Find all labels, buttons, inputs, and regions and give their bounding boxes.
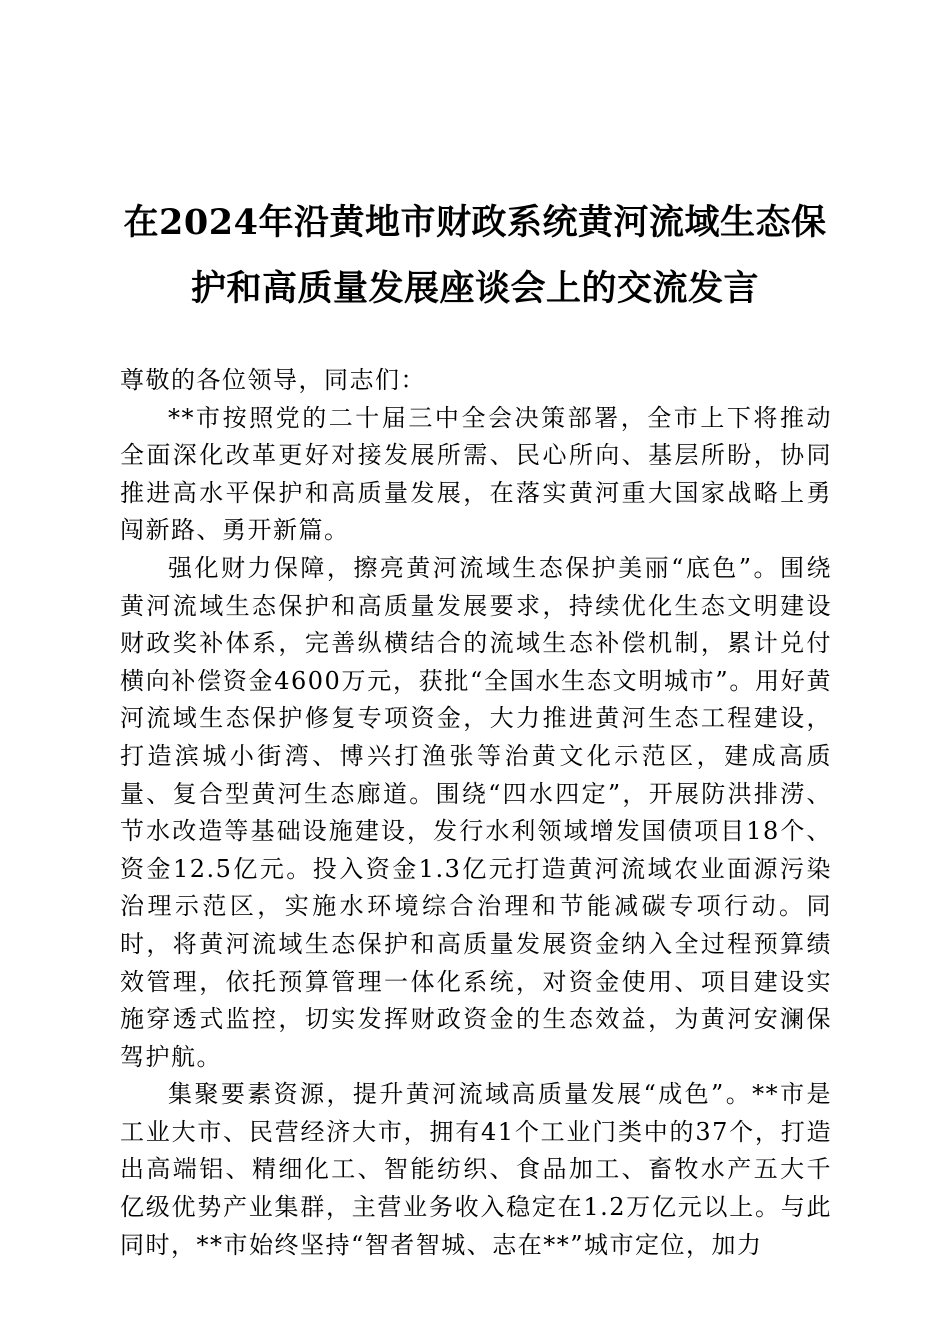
title-line-2: 护和高质量发展座谈会上的交流发言 [190,268,759,309]
paragraph-resource-gathering: 集聚要素资源，提升黄河流域高质量发展“成色”。**市是工业大市、民营经济大市，拥有41个工业门类中的37个，打造出高端铝、精细化工、智能纺织、食品加工、畜牧水产五大千亿级优势产业集群，主营业务收入稳定在1.2万亿元以上。与此同时，**市始终坚持“智者智城、志在**”城市定位，加力 [120,1080,832,1259]
title-line-1: 在2024年沿黄地市财政系统黄河流域生态保 [123,202,827,243]
salutation: 尊敬的各位领导，同志们： [120,366,426,394]
document-body [120,362,832,1264]
paragraph-fiscal-support: 强化财力保障，擦亮黄河流域生态保护美丽“底色”。围绕黄河流域生态保护和高质量发展要求，持续优化生态文明建设财政奖补体系，完善纵横结合的流域生态补偿机制，累计兑付横向补偿资金4600万元，获批“全国水生态文明城市”。用好黄河流域生态保护修复专项资金，大力推进黄河生态工程建设，打造滨城小街湾、博兴打渔张等治黄文化示范区，建成高质量、复合型黄河生态廊道。围绕“四水四定”，开展防洪排涝、节水改造等基础设施建设，发行水利领域增发国债项目18个、资金12.5亿元。投入资金1.3亿元打造黄河流域农业面源污染治理示范区，实施水环境综合治理和节能减碳专项行动。同时，将黄河流域生态保护和高质量发展资金纳入全过程预算绩效管理，依托预算管理一体化系统，对资金使用、项目建设实施穿透式监控，切实发挥财政资金的生态效益，为黄河安澜保驾护航。 [120,553,832,1071]
document-title [100,190,850,322]
paragraph-intro: **市按照党的二十届三中全会决策部署，全市上下将推动全面深化改革更好对接发展所需、民心所向、基层所盼，协同推进高水平保护和高质量发展，在落实黄河重大国家战略上勇闯新路、勇开新篇。 [120,403,832,545]
